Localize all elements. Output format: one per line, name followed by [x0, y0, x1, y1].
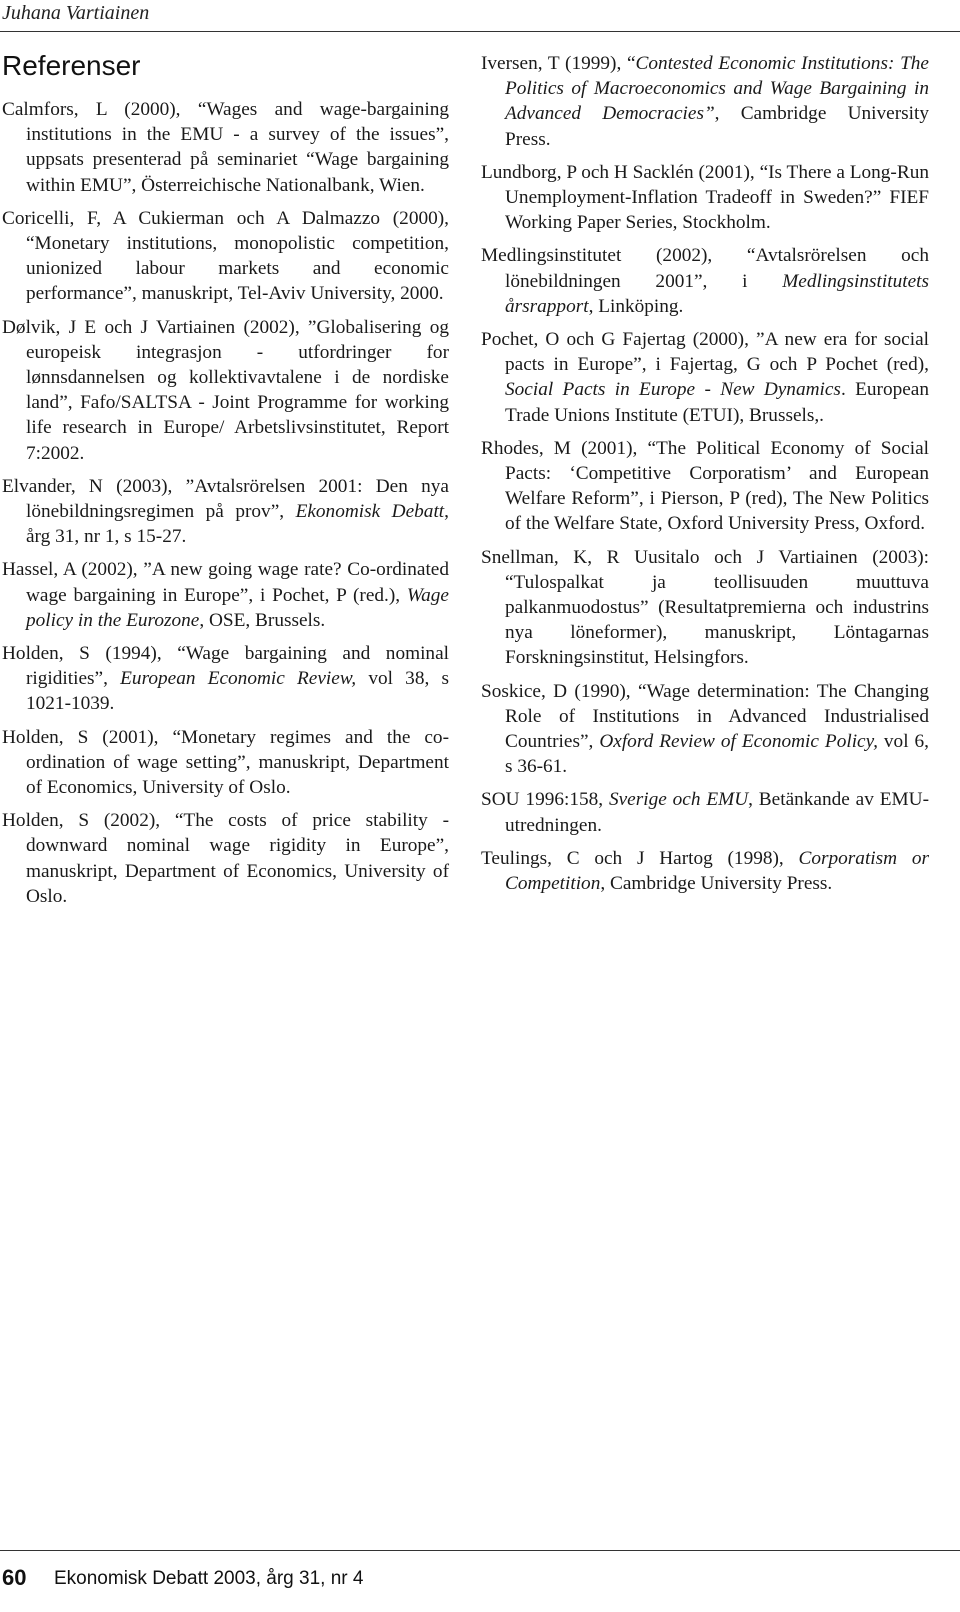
journal-citation: Ekonomisk Debatt 2003, årg 31, nr 4	[54, 1568, 364, 1589]
reference-entry: Teulings, C och J Hartog (1998), Corporatism or Competition, Cambridge University Press.	[481, 847, 929, 895]
reference-entry: Pochet, O och G Fajertag (2000), ”A new era for social pacts in Europe”, i Fajertag, G och P Pochet (red), Social Pacts in Europe - New Dynamics. European Trade Unions Institute (ETUI), Brussels,.	[481, 329, 929, 426]
reference-entry: Holden, S (2001), “Monetary regimes and the co-ordination of wage setting”, manuskript, Department of Economics, University of Oslo.	[2, 726, 449, 799]
reference-entry: Holden, S (1994), “Wage bargaining and nominal rigidities”, European Economic Review, vol 38, s 1021-1039.	[2, 643, 450, 715]
references-left-column	[2, 97, 449, 917]
reference-entry: Holden, S (2002), “The costs of price stability - downward nominal wage rigidity in Europe”, manuskript, Department of Economics, University of Oslo.	[2, 810, 449, 907]
reference-entry: SOU 1996:158, Sverige och EMU, Betänkande av EMU-utredningen.	[481, 789, 930, 836]
reference-entry: Medlingsinstitutet (2002), “Avtalsrörelsen och lönebildningen 2001”, i Medlingsinstitutets årsrapport, Linköping.	[481, 245, 929, 317]
footer-rule	[0, 1550, 960, 1551]
section-title: Referenser	[2, 50, 141, 81]
reference-entry: Iversen, T (1999), “Contested Economic Institutions: The Politics of Macroeconomics and Wage Bargaining in Advanced Democracies”, Cambridge University Press.	[481, 53, 929, 150]
reference-entry: Soskice, D (1990), “Wage determination: The Changing Role of Institutions in Advanced Industrialised Countries”, Oxford Review of Economic Policy, vol 6, s 36-61.	[481, 680, 929, 778]
reference-entry: Snellman, K, R Uusitalo och J Vartiainen (2003): “Tulospalkat ja teollisuuden muuttuva palkanmuodostus” (Resultatpremierna och industrins nya löneformer), manuskript, Löntagarnas Forskningsinstitut, Helsingfors.	[481, 546, 929, 669]
reference-entry: Dølvik, J E och J Vartiainen (2002), ”Globalisering og europeisk integrasjon - utfordringer for lønnsdannelsen og kollektivavtalene i de nordiske land”, Fafo/SALTSA - Joint Programme for working life research in Europe/ Arbetslivsinstitutet, Report 7:2002.	[2, 316, 449, 464]
reference-entry: Calmfors, L (2000), “Wages and wage-bargaining institutions in the EMU - a survey of the issues”, uppsats presenterad på seminariet “Wage bargaining within EMU”, Österreichische Nationalbank, Wien.	[2, 99, 449, 196]
reference-entry: Rhodes, M (2001), “The Political Economy of Social Pacts: ‘Competitive Corporatism’ and European Welfare Reform”, i Pierson, P (red), The New Politics of the Welfare State, Oxford University Press, Oxford.	[481, 437, 929, 535]
running-head-author: Juhana Vartiainen	[2, 2, 150, 24]
reference-entry: Coricelli, F, A Cukierman och A Dalmazzo (2000), “Monetary institutions, monopolistic competition, unionized labour markets and economic performance”, manuskript, Tel-Aviv University, 2000.	[2, 207, 449, 305]
reference-entry: Hassel, A (2002), ”A new going wage rate? Co-ordinated wage bargaining in Europe”, i Pochet, P (red.), Wage policy in the Eurozone, OSE, Brussels.	[2, 559, 449, 631]
reference-entry: Elvander, N (2003), ”Avtalsrörelsen 2001: Den nya lönebildningsregimen på prov”, Ekonomisk Debatt, årg 31, nr 1, s 15-27.	[2, 475, 449, 548]
page-number: 60	[2, 1565, 27, 1590]
header-rule	[0, 31, 960, 32]
references-right-column	[481, 51, 929, 904]
reference-entry: Lundborg, P och H Sacklén (2001), “Is There a Long-Run Unemployment-Inflation Tradeoff in Sweden?” FIEF Working Paper Series, Stockholm.	[481, 161, 929, 234]
